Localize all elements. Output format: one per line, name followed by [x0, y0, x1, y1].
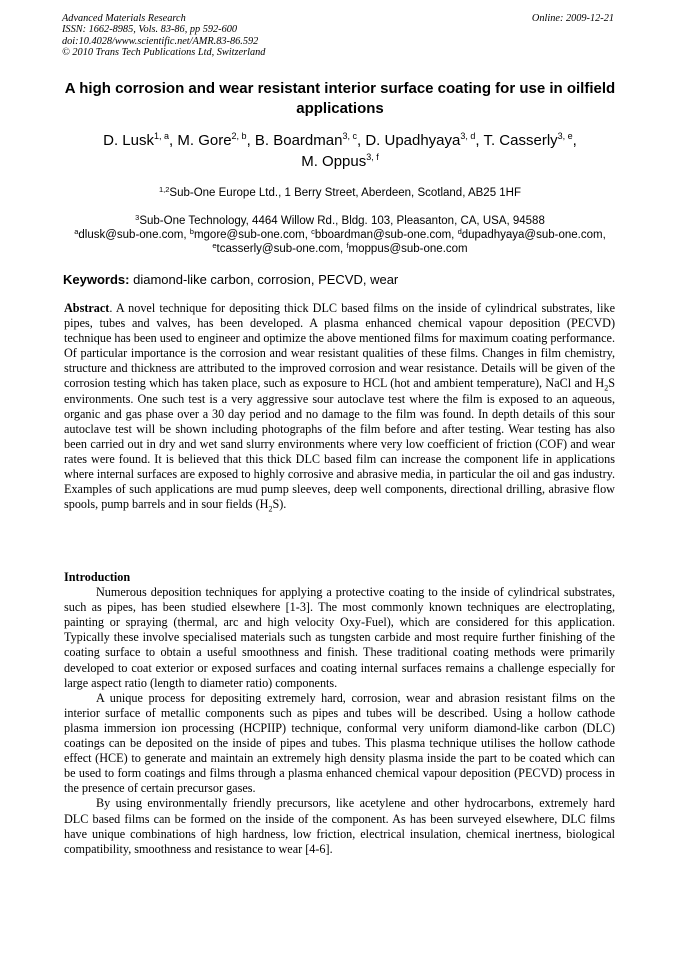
- email-link[interactable]: moppus@sub-one.com: [348, 243, 468, 255]
- keywords-label: Keywords:: [63, 272, 130, 287]
- paragraph: By using environmentally friendly precursors, like acetylene and other hydrocarbons, extremely hard DLC based films can be formed on the inside of the component. As has been surveyed elsewhere, DLC films have unique combinations of high hardness, low friction, electrical insulation, chemical inertness, biological compatibility, smoothness and resistance to wear [4-6].: [64, 796, 615, 856]
- introduction-heading: Introduction: [64, 570, 131, 584]
- author: D. Lusk$^{1, a}$,: [103, 131, 178, 149]
- author-list: [70, 130, 610, 172]
- email-list: $^a$dlusk@sub-one.com, $^b$mgore@sub-one.com, $^c$bboardman@sub-one.com, $^d$dupadhyaya@sub-one.com, $^e$tcasserly@sub-one.com, $^f$moppus@sub-one.com: [74, 227, 606, 255]
- email-link[interactable]: tcasserly@sub-one.com,: [216, 243, 347, 255]
- email-link[interactable]: bboardman@sub-one.com,: [314, 229, 458, 241]
- keywords-text: diamond-like carbon, corrosion, PECVD, wear: [133, 272, 399, 287]
- email-link[interactable]: dlusk@sub-one.com,: [78, 229, 190, 241]
- paragraph: A unique process for depositing extremely hard, corrosion, wear and abrasion resistant films on the interior surface of metallic components such as pipes and tubes will be described. Using a hollow cathode plasma immersion ion processing (HCPIIP) technique, conformal very uniform diamond-like carbon (DLC) coatings can be deposited on the inside of pipes and tubes. This plasma technique utilises the hollow cathode effect (HCE) to generate and maintain an extremely high density plasma inside the part to be coated which can be used to form coatings and films through a plasma enhanced chemical vapour deposition (PECVD) process in the presence of certain precursor gases.: [64, 690, 615, 796]
- abstract-label: Abstract: [64, 301, 110, 315]
- online-date: Online: 2009-12-21: [531, 13, 614, 24]
- paragraph: Numerous deposition techniques for applying a protective coating to the inside of cylindrical substrates, such as pipes, has been studied elsewhere [1-3]. The most commonly known techniques are electroplating, painting or spraying (thermal, arc and high velocity Oxy-Fuel), which are considered for this application. Typically these involve specialised materials such as tungsten carbide and most require further finishing of the coating surface to obtain a useful smoothness and finish. These traditional coating methods were primarily developed to coat exterior or exposed surfaces and coating internal surfaces remains a challenge especially for large aspect ratio (length to diameter ratio) components.: [64, 585, 615, 690]
- author: B. Boardman$^{3, c}$,: [254, 131, 366, 149]
- doi-line: doi:10.4028/www.scientific.net/AMR.83-86.592: [62, 35, 259, 47]
- affiliation-1: $^{1,2}$Sub-One Europe Ltd., 1 Berry Street, Aberdeen, Scotland, AB25 1HF: [158, 185, 522, 199]
- copyright-line: © 2010 Trans Tech Publications Ltd, Switzerland: [62, 46, 266, 58]
- issn-line: ISSN: 1662-8985, Vols. 83-86, pp 592-600: [62, 24, 238, 36]
- introduction-section: [64, 570, 615, 857]
- journal-name: Advanced Materials Research: [62, 13, 186, 24]
- abstract-paragraph: Abstract. A novel technique for depositing thick DLC based films on the inside of cylindrical substrates, like pipes, tubes and valves, has been developed. A plasma enhanced chemical vapour deposition (PECVD) technique has been used to engineer and optimize the above mentioned films for maximum coating performance. Of particular importance is the corrosion and wear resistant qualities of these films. Changes in film chemistry, structure and thickness are attributed to the improved corrosion and wear resistance. Details will be given of the corrosion testing which has taken place, such as exposure to HCL (hot and ambient temperature), NaCl and $H_2S$ environments. One such test is a very aggressive sour autoclave test where the film is exposed to an aqueous, organic and gas phase over a 30 day period and no damage to the film was found. In depth details of this sour autoclave test will be shown including photographs of the film before and after testing. Wear testing has also been carried out in dry and wet sand slurry environments where very low coefficient of friction (COF) and wear rates were found. It is believed that this thick DLC based film can increase the component life in applications where internal surfaces are exposed to highly corrosive and abrasive media, in particular the oil and gas industry. Examples of such applications are mud pump sleeves, deep well components, directional drilling, abrasive flow spools, pump barrels and in sour fields $(H_2S)$.: [64, 301, 615, 514]
- author: M. Gore$^{2, b}$,: [177, 131, 255, 149]
- author: M. Oppus$^{3, f}$: [301, 152, 379, 170]
- journal-header: [62, 13, 618, 58]
- author: T. Casserly$^{3, e}$,: [483, 131, 577, 149]
- affiliation-2: $^3$Sub-One Technology, 4464 Willow Rd., Bldg. 103, Pleasanton, CA, USA, 94588 $^a$dlusk@sub-one.com, $^b$mgore@sub-one.com, $^c$bboardman@sub-one.com, $^d$dupadhyaya@sub-one.com, $^e$tcasserly@sub-one.com, $^f$moppus@sub-one.com: [74, 213, 606, 255]
- paper-title: A high corrosion and wear resistant interior surface coating for use in oilfield applications: [64, 80, 616, 117]
- email-link[interactable]: mgore@sub-one.com,: [193, 229, 312, 241]
- keywords: [63, 272, 615, 288]
- author: D. Upadhyaya$^{3, d}$,: [365, 131, 484, 149]
- email-link[interactable]: dupadhyaya@sub-one.com,: [461, 229, 606, 241]
